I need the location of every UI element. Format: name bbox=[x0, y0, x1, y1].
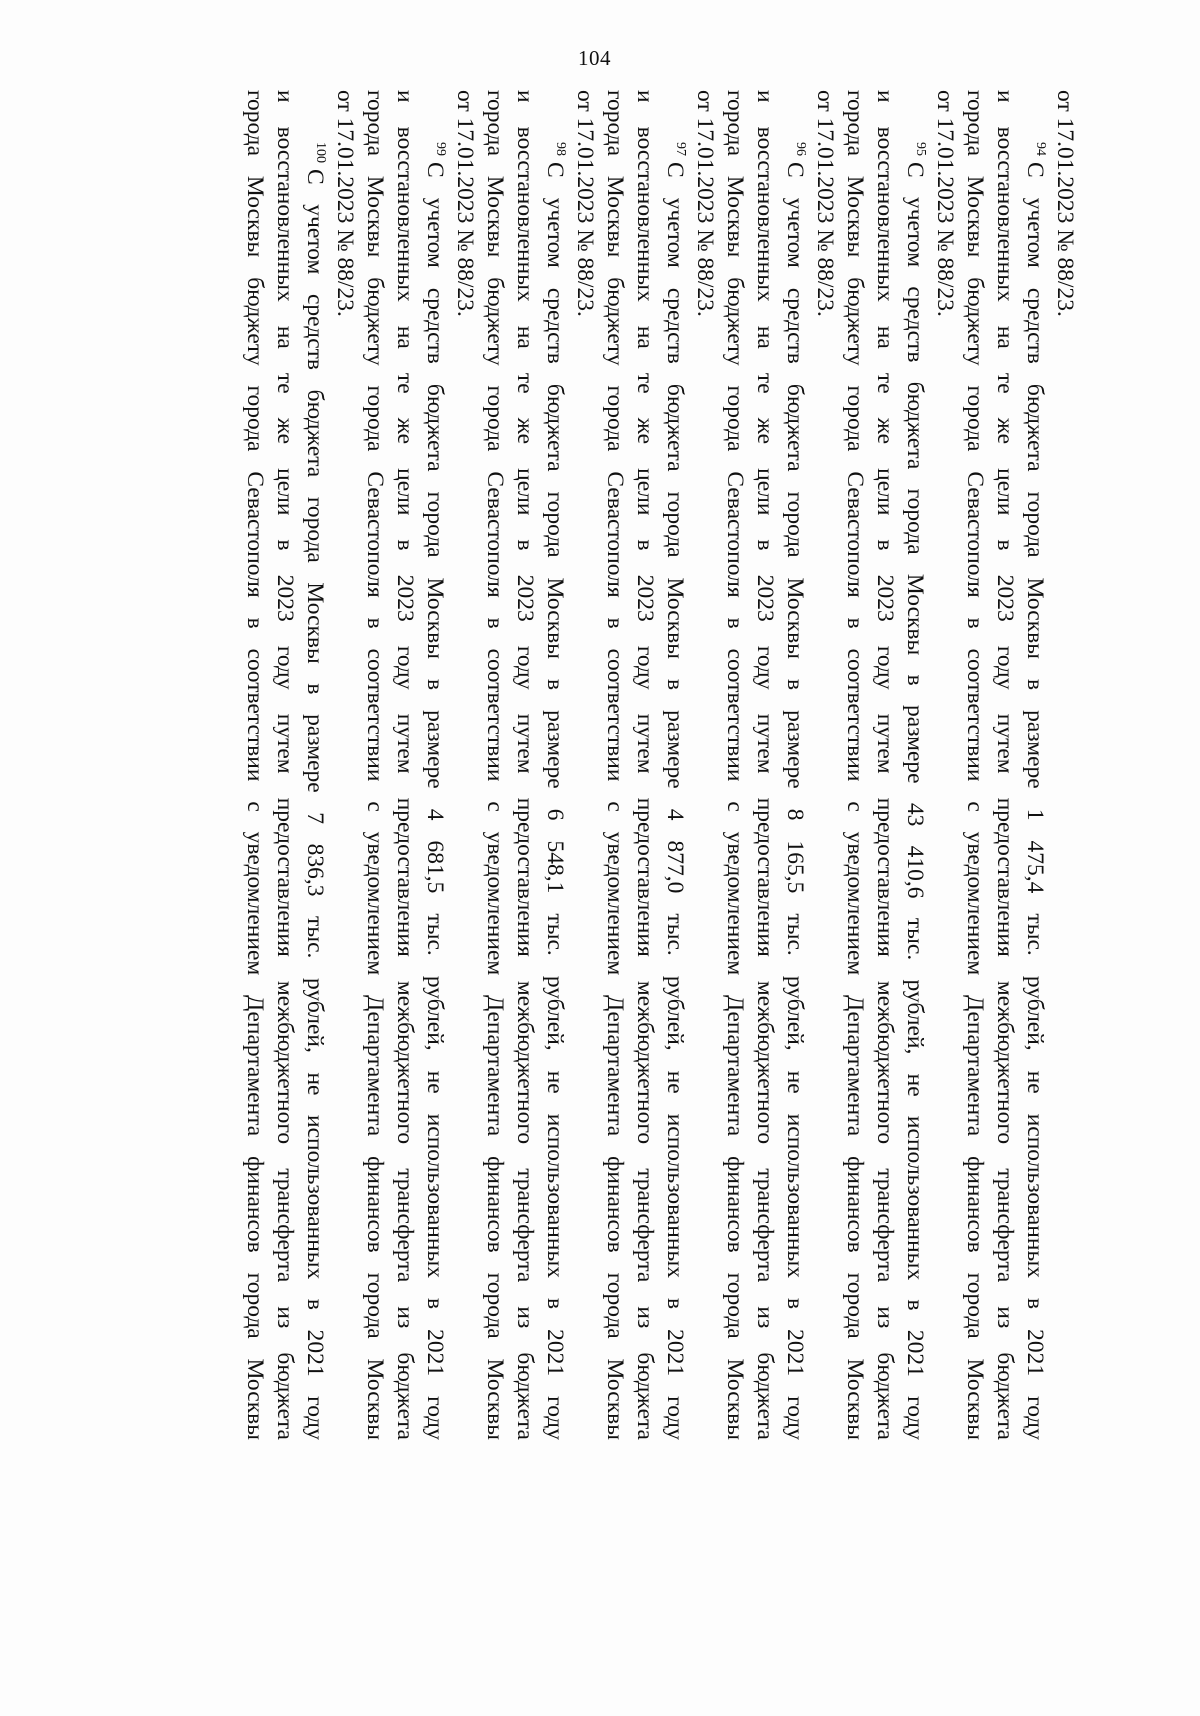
footnote-100-line-1: $^{100}$С учетом средств бюджета города Москвы в размере 7 836,3 тыс. рублей, не использованных в 2021 году bbox=[302, 142, 328, 1440]
footnote-98-line-2: и восстановленных на те же цели в 2023 году путем предоставления межбюджетного трансферта из бюджета bbox=[512, 90, 538, 1440]
footnote-100-line-2: и восстановленных на те же цели в 2023 году путем предоставления межбюджетного трансферта из бюджета bbox=[272, 90, 298, 1440]
footnote-99-line-4: от 17.01.2023 № 88/23. bbox=[332, 90, 358, 317]
footnote-99-line-3: города Москвы бюджету города Севастополя в соответствии с уведомлением Департамента финансов города Москвы bbox=[362, 90, 388, 1440]
footnote-100-line-3: города Москвы бюджету города Севастополя в соответствии с уведомлением Департамента финансов города Москвы bbox=[242, 90, 268, 1440]
footnote-94-line-1: $^{94}$С учетом средств бюджета города Москвы в размере 1 475,4 тыс. рублей, не использованных в 2021 году bbox=[1022, 142, 1048, 1440]
footnote-97-line-3: города Москвы бюджету города Севастополя в соответствии с уведомлением Департамента финансов города Москвы bbox=[602, 90, 628, 1440]
footnote-marker: 98 bbox=[552, 142, 568, 156]
lead-line: от 17.01.2023 № 88/23. bbox=[1052, 90, 1078, 317]
footnote-marker: 99 bbox=[432, 142, 448, 156]
footnote-95-line-3: города Москвы бюджету города Севастополя в соответствии с уведомлением Департамента финансов города Москвы bbox=[842, 90, 868, 1440]
footnote-95-line-2: и восстановленных на те же цели в 2023 году путем предоставления межбюджетного трансферта из бюджета bbox=[872, 90, 898, 1440]
footnote-96-line-3: города Москвы бюджету города Севастополя в соответствии с уведомлением Департамента финансов города Москвы bbox=[722, 90, 748, 1440]
footnote-98-line-4: от 17.01.2023 № 88/23. bbox=[452, 90, 478, 317]
footnote-98-line-3: города Москвы бюджету города Севастополя в соответствии с уведомлением Департамента финансов города Москвы bbox=[482, 90, 508, 1440]
footnote-97-line-2: и восстановленных на те же цели в 2023 году путем предоставления межбюджетного трансферта из бюджета bbox=[632, 90, 658, 1440]
footnote-lines bbox=[180, 90, 1080, 1440]
footnote-95-line-4: от 17.01.2023 № 88/23. bbox=[812, 90, 838, 317]
footnote-94-line-4: от 17.01.2023 № 88/23. bbox=[932, 90, 958, 317]
footnote-97-line-1: $^{97}$С учетом средств бюджета города Москвы в размере 4 877,0 тыс. рублей, не использованных в 2021 году bbox=[662, 142, 688, 1440]
footnote-94-line-3: города Москвы бюджету города Севастополя в соответствии с уведомлением Департамента финансов города Москвы bbox=[962, 90, 988, 1440]
footnote-99-line-2: и восстановленных на те же цели в 2023 году путем предоставления межбюджетного трансферта из бюджета bbox=[392, 90, 418, 1440]
rotated-text-block bbox=[180, 90, 1080, 1440]
footnote-marker: 94 bbox=[1032, 142, 1048, 156]
footnote-97-line-4: от 17.01.2023 № 88/23. bbox=[572, 90, 598, 317]
footnote-96-line-2: и восстановленных на те же цели в 2023 году путем предоставления межбюджетного трансферта из бюджета bbox=[752, 90, 778, 1440]
footnote-98-line-1: $^{98}$С учетом средств бюджета города Москвы в размере 6 548,1 тыс. рублей, не использованных в 2021 году bbox=[542, 142, 568, 1440]
footnote-marker: 100 bbox=[312, 142, 328, 163]
footnote-95-line-1: $^{95}$С учетом средств бюджета города Москвы в размере 43 410,6 тыс. рублей, не использованных в 2021 году bbox=[902, 142, 928, 1440]
footnote-96-line-1: $^{96}$С учетом средств бюджета города Москвы в размере 8 165,5 тыс. рублей, не использованных в 2021 году bbox=[782, 142, 808, 1440]
footnote-marker: 95 bbox=[912, 142, 928, 156]
footnote-marker: 97 bbox=[672, 142, 688, 156]
footnote-99-line-1: $^{99}$С учетом средств бюджета города Москвы в размере 4 681,5 тыс. рублей, не использованных в 2021 году bbox=[422, 142, 448, 1440]
footnote-94-line-2: и восстановленных на те же цели в 2023 году путем предоставления межбюджетного трансферта из бюджета bbox=[992, 90, 1018, 1440]
footnote-96-line-4: от 17.01.2023 № 88/23. bbox=[692, 90, 718, 317]
footnote-marker: 96 bbox=[792, 142, 808, 156]
page-number: 104 bbox=[578, 46, 611, 70]
